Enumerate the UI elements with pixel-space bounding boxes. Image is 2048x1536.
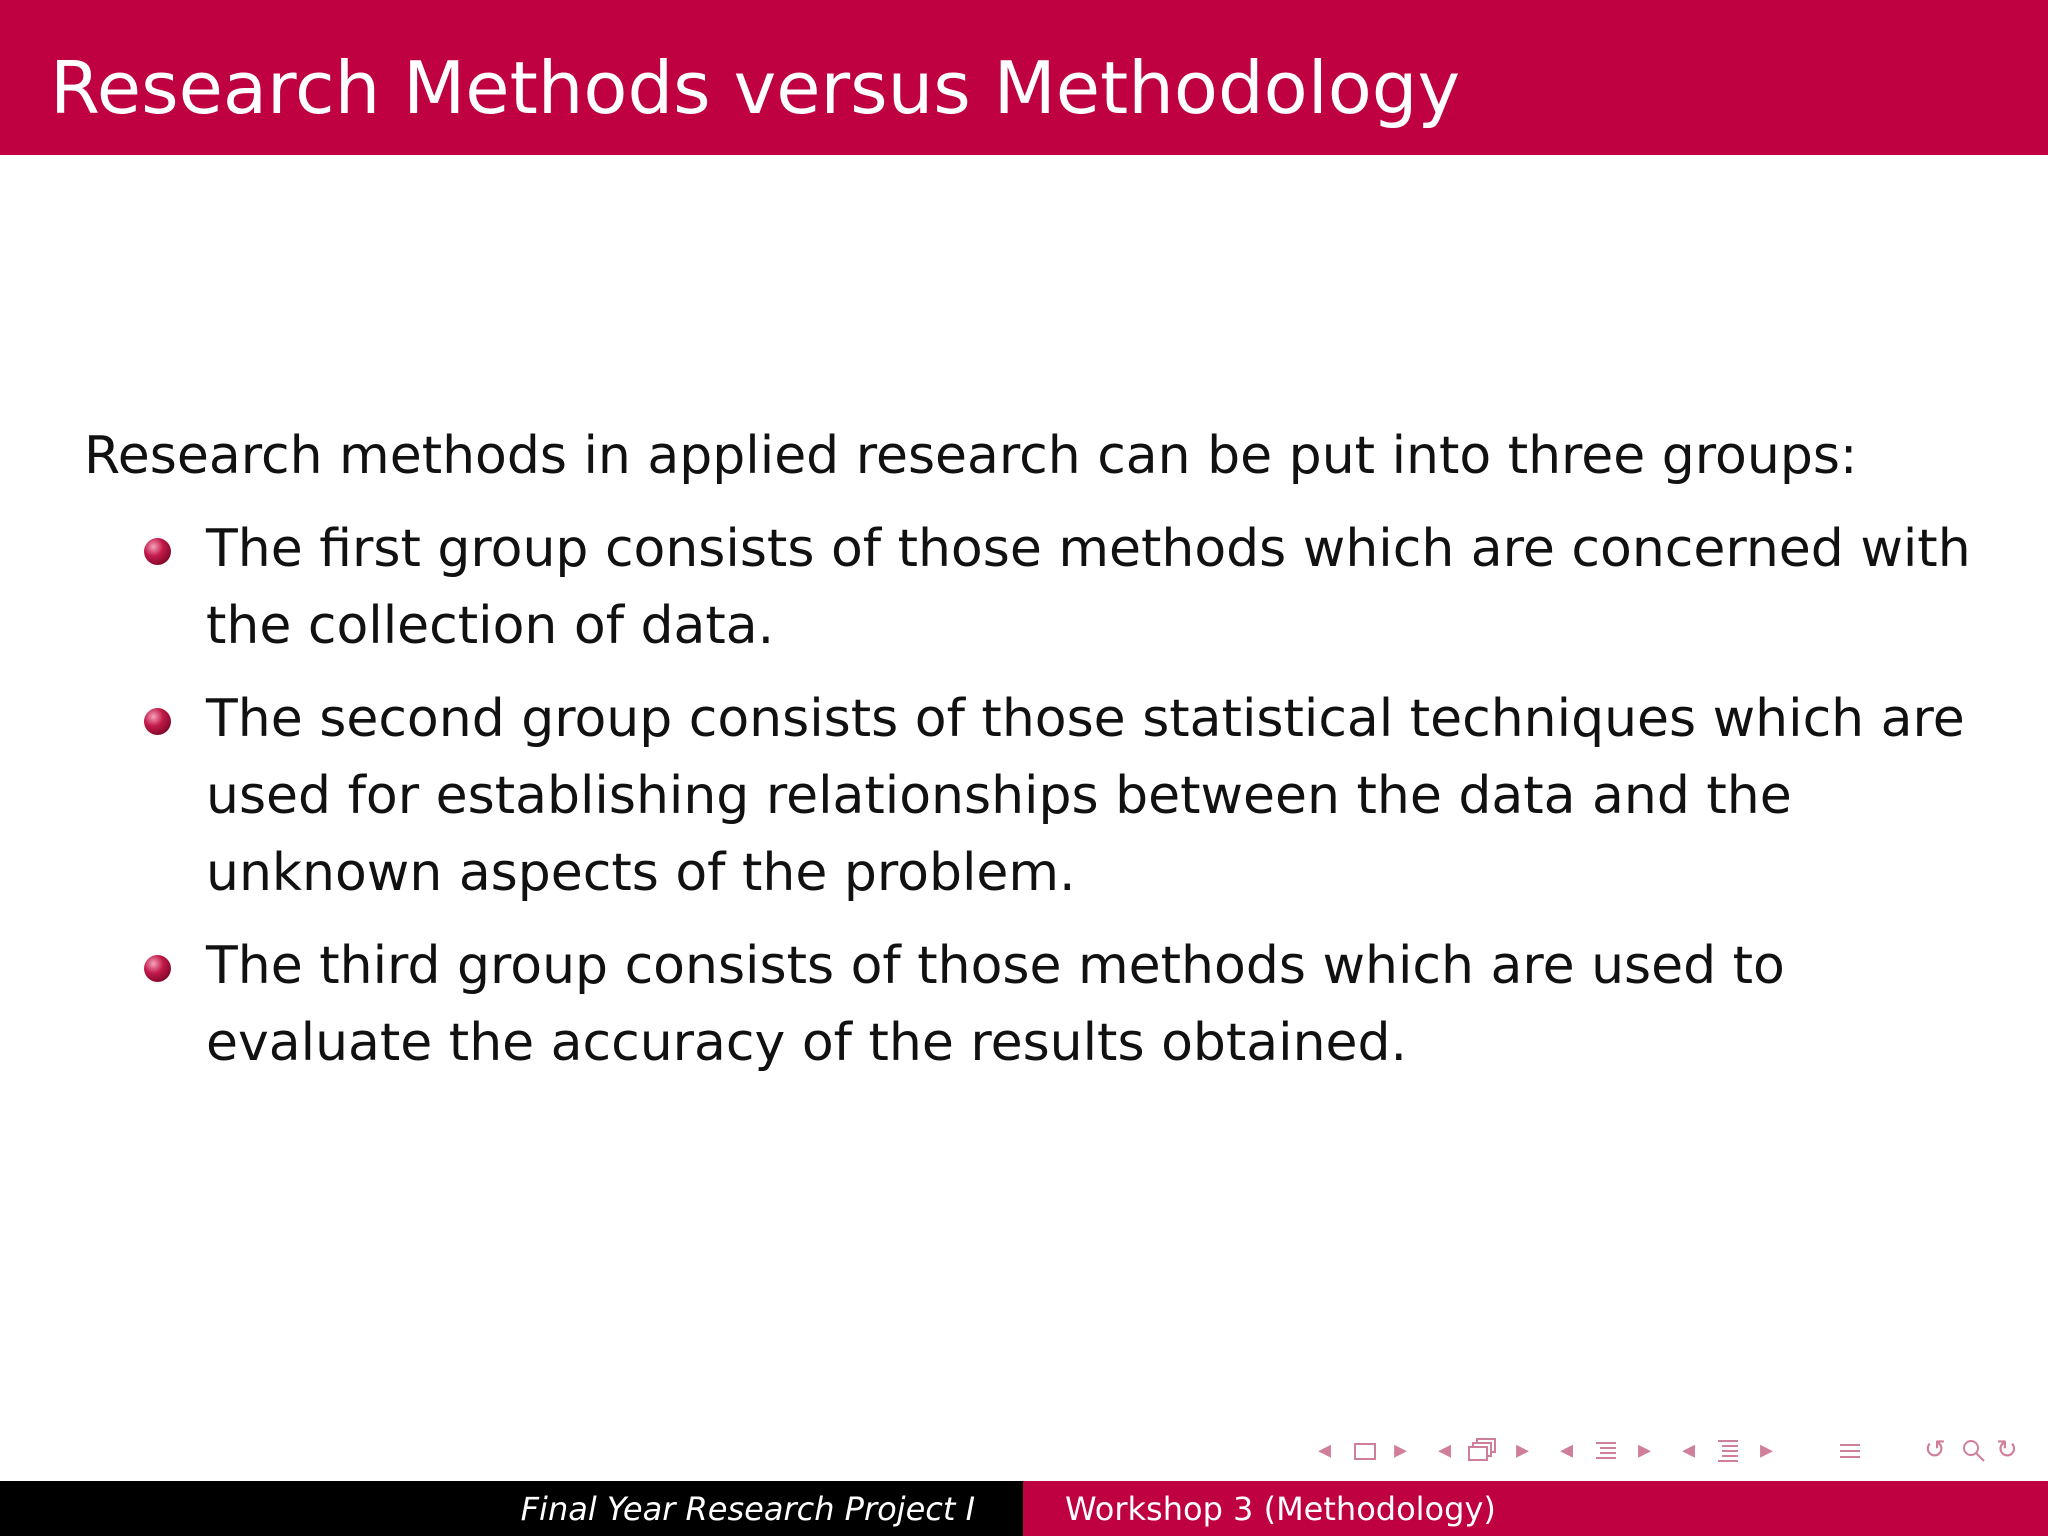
forward-icon[interactable]: ↻ <box>1996 1435 2018 1465</box>
prev-arrow-icon[interactable]: ◂ <box>1560 1435 1574 1465</box>
bullet-item-1 <box>84 511 1984 665</box>
next-arrow-icon[interactable]: ▸ <box>1760 1435 1774 1465</box>
footer-workshop-title: Workshop 3 (Methodology) <box>1065 1490 1496 1528</box>
bullet-text: The second group consists of those statistical techniques which are used for establishing relationships between the data and the unknown aspects of the problem. <box>206 689 1965 903</box>
section-icon[interactable] <box>1592 1432 1620 1468</box>
bullet-text: The third group consists of those methods which are used to evaluate the accuracy of the results obtained. <box>206 936 1785 1073</box>
navigation-bar <box>0 1432 2048 1468</box>
next-arrow-icon[interactable]: ▸ <box>1394 1435 1408 1465</box>
footer-left <box>0 1481 1023 1536</box>
title-bar <box>0 0 2048 155</box>
search-icon[interactable] <box>1960 1432 1988 1468</box>
next-arrow-icon[interactable]: ▸ <box>1516 1435 1530 1465</box>
prev-arrow-icon[interactable]: ◂ <box>1438 1435 1452 1465</box>
bullet-icon <box>144 955 171 982</box>
intro-text: Research methods in applied research can be put into three groups: <box>84 426 1858 486</box>
footer <box>0 1481 2048 1536</box>
back-icon[interactable]: ↺ <box>1924 1435 1946 1465</box>
bullet-text: The first group consists of those methods which are concerned with the collection of data. <box>206 519 1971 656</box>
bullet-icon <box>144 538 171 565</box>
prev-arrow-icon[interactable]: ◂ <box>1682 1435 1696 1465</box>
frame-icon[interactable] <box>1352 1432 1378 1468</box>
slide-content <box>84 418 1984 1098</box>
bullet-item-2 <box>84 681 1984 912</box>
bullet-item-3 <box>84 928 1984 1082</box>
next-arrow-icon[interactable]: ▸ <box>1638 1435 1652 1465</box>
prev-arrow-icon[interactable]: ◂ <box>1318 1435 1332 1465</box>
outline-icon[interactable] <box>1836 1432 1864 1468</box>
subsection-icon[interactable] <box>1466 1432 1500 1468</box>
bullet-list <box>84 511 1984 1082</box>
bullet-icon <box>144 708 171 735</box>
slide-title: Research Methods versus Methodology <box>50 46 1461 130</box>
footer-right <box>1023 1481 2048 1536</box>
footer-course-title: Final Year Research Project I <box>520 1490 975 1528</box>
document-icon[interactable] <box>1714 1432 1742 1468</box>
